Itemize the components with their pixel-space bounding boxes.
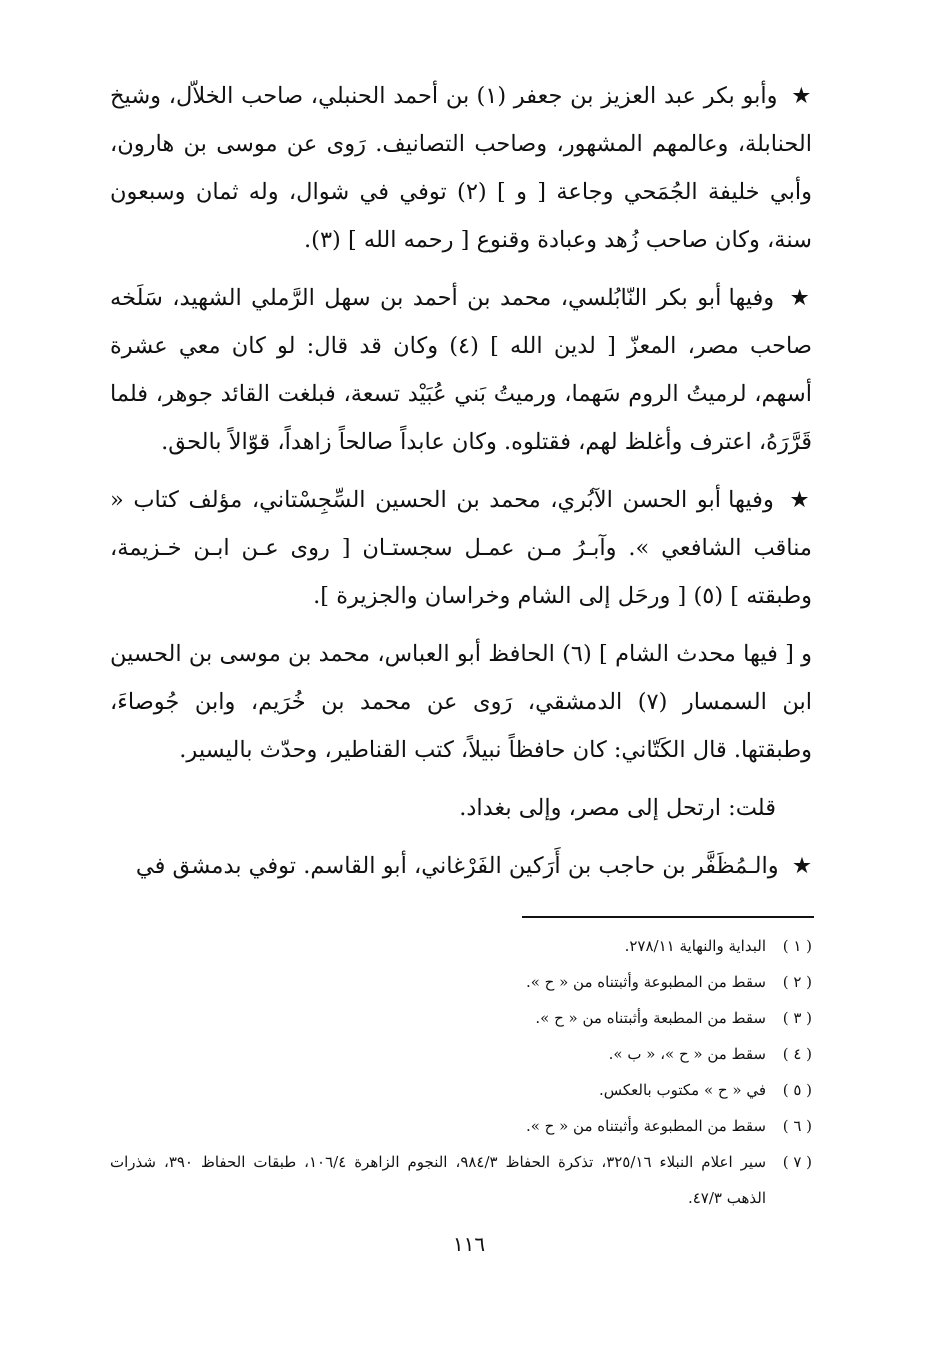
- paragraph-text: قلت: ارتحل إلى مصر، وإلى بغداد.: [459, 795, 776, 821]
- footnote-number: ( ١ ): [782, 937, 812, 955]
- footnote-text: سير اعلام النبلاء ٣٢٥/١٦، تذكرة الحفاظ ٩٨٤/٣، النجوم الزاهرة ١٠٦/٤، طبقات الحفاظ ٣٩٠، شذرات الذهب ٤٧/٣.: [110, 1153, 767, 1207]
- paragraph-text: و [ فيها محدث الشام ] (٦) الحافظ أبو العباس، محمد بن موسى بن الحسين ابن السمسار (٧) الدمشقي، رَوى عن محمد بن خُرَيم، وابن جُوصاءَ، وطبقتها. قال الكَتّاني: كان حافظاً نبيلاً، كتب القناطير، وحدّث باليسير.: [110, 641, 813, 763]
- paragraph-abu-bakr-nabulsi: [110, 274, 812, 466]
- footnote-number: ( ٢ ): [782, 973, 812, 991]
- star-marker: ★: [789, 487, 812, 513]
- main-text: [110, 72, 812, 900]
- footnote-7: [110, 1144, 812, 1216]
- footnote-text: البداية والنهاية ٢٧٨/١١.: [624, 937, 766, 955]
- footnotes: [110, 928, 812, 1216]
- paragraph-al-muzaffar: [110, 842, 812, 890]
- footnote-number: ( ٣ ): [782, 1009, 812, 1027]
- footnote-text: سقط من المطبوعة وأثبتناه من « ح ».: [525, 973, 766, 991]
- paragraph-text: وفيها أبو بكر النّابُلسي، محمد بن أحمد بن سهل الرَّملي الشهيد، سَلَخه صاحب مصر، المعزّ [ لدين الله ] (٤) وكان قد قال: لو كان معي عشرة أسهم، لرميتُ الروم سَهما، ورميتُ بَني عُبَيْد تسعة، فبلغت القائد جوهر، فلما قَرَّرَهُ، اعترف وأغلظ لهم، فقتلوه. وكان عابداً صالحاً زاهداً، قوّالاً بالحق.: [110, 285, 812, 455]
- star-marker: ★: [791, 853, 812, 879]
- footnote-text: سقط من المطبعة وأثبتناه من « ح ».: [535, 1009, 766, 1027]
- footnote-text: سقط من المطبوعة وأثبتناه من « ح ».: [525, 1117, 766, 1135]
- footnote-6: [110, 1108, 812, 1144]
- footnote-text: سقط من « ح »، « ب ».: [608, 1045, 766, 1063]
- footnote-2: [110, 964, 812, 1000]
- paragraph-text: وأبو بكر عبد العزيز بن جعفر (١) بن أحمد الحنبلي، صاحب الخلاّل، وشيخ الحنابلة، وعالمهم المشهور، وصاحب التصانيف. رَوى عن موسى بن هارون، وأبي خليفة الجُمَحي وجاعة [ و ] (٢) توفي في شوال، وله ثمان وسبعون سنة، وكان صاحب زُهد وعبادة وقنوع [ رحمه الله ] (٣).: [110, 83, 813, 253]
- footnote-number: ( ٧ ): [782, 1153, 812, 1171]
- paragraph-ibn-al-simsar: [110, 630, 812, 774]
- star-marker: ★: [791, 83, 812, 109]
- footnote-1: [110, 928, 812, 964]
- footnote-text: في « ح » مكتوب بالعكس.: [599, 1081, 766, 1099]
- footnote-number: ( ٥ ): [782, 1081, 812, 1099]
- footnote-number: ( ٤ ): [782, 1045, 812, 1063]
- paragraph-abu-al-hasan-aburi: [110, 476, 812, 620]
- footnote-number: ( ٦ ): [782, 1117, 812, 1135]
- footnote-3: [110, 1000, 812, 1036]
- footnote-divider: [522, 916, 814, 918]
- page-number: ١١٦: [452, 1232, 486, 1256]
- footnote-5: [110, 1072, 812, 1108]
- paragraph-text: وفيها أبو الحسن الآبُري، محمد بن الحسين السِّجِسْتاني، مؤلف كتاب « مناقب الشافعي ». وآبـرُ مـن عمـل سجستـان [ روى عـن ابـن خـزيمة، وطبقته ] (٥) [ ورحَل إلى الشام وخراسان والجزيرة ].: [110, 487, 812, 609]
- paragraph-text: والـمُظَفَّر بن حاجب بن أَرَكين الفَرْغاني، أبو القاسم. توفي بدمشق في: [135, 853, 779, 879]
- star-marker: ★: [789, 285, 813, 311]
- footnote-4: [110, 1036, 812, 1072]
- paragraph-qultu: [110, 784, 812, 832]
- paragraph-abu-bakr-abdulaziz: [110, 72, 812, 264]
